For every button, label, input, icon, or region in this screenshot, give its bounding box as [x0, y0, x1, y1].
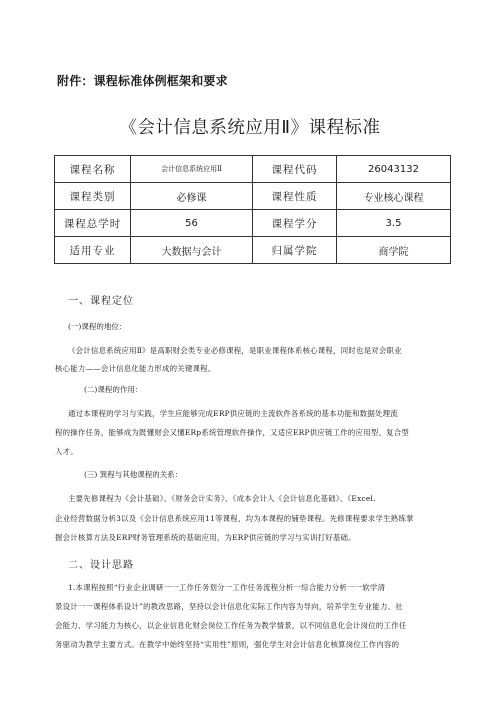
table-row [55, 183, 451, 210]
table-cell: 必修课 [131, 183, 253, 210]
table-cell: 26043132 [337, 156, 451, 183]
subsection-heading: (二)课程的作用： [84, 385, 143, 394]
course-info-table [54, 155, 451, 264]
table-cell: 3.5 [337, 210, 451, 237]
paragraph-line: 企业经营数据分析3以及《会计信息系统应用11等课程，均为本课程的铺垫课程。先修课程要求学生熟练掌 [55, 514, 414, 523]
table-cell: 归属学院 [253, 237, 337, 264]
paragraph-line: 人才。 [55, 447, 78, 456]
table-cell: 课程名称 [55, 156, 131, 183]
table-cell: 课程性质 [253, 183, 337, 210]
table-cell: 商学院 [337, 237, 451, 264]
table-cell: 课程代码 [253, 156, 337, 183]
table-cell: 专业核心课程 [337, 183, 451, 210]
table-row [55, 237, 451, 264]
attachment-heading: 附件：课程标准体例框架和要求 [57, 74, 228, 88]
paragraph-line: 《会计信息系统应用Ⅱ》是高职财会类专业必修课程，是职业课程体系核心课程，同时也是对会职业 [68, 346, 402, 355]
paragraph-line: 握会计核算方法及ERP财务管理系统的基础应用，为ERP供应链的学习与实训打好基础。 [55, 533, 356, 542]
paragraph-line: 程的操作任务，能够成为既懂财会又懂ERp系统管理软件操作，又适应ERP供应链工作的应用型、复合型 [55, 428, 410, 437]
subsection-heading: (三) 巽程与其他课程的关系： [84, 470, 183, 479]
table-cell: 会计信息系统应用Ⅱ [131, 156, 253, 183]
table-cell: 课程学分 [253, 210, 337, 237]
section-heading: 一、课程定位 [68, 296, 134, 307]
table-row [55, 156, 451, 183]
paragraph-line: 核心能力——会计信息化能力形成的关键课程。 [55, 364, 216, 373]
table-cell: 课程总学时 [55, 210, 131, 237]
paragraph-line: 通过本课程的学习与实践，学生应能够完成ERP供应链的主流软件各系统的基本功能和数据处理流 [68, 409, 398, 418]
table-cell: 适用专业 [55, 237, 131, 264]
paragraph-line: 会能力、学习能力为核心，以企业信息化财会岗位工作任务为教学情景，以不同信息化会计岗位的工作任 [55, 621, 407, 630]
paragraph-line: 务驱动为教学主要方式。在教学中始终坚持“实用性”原则，强化学生对会计信息化核算岗位工作内容的 [55, 640, 400, 649]
paragraph-line: 主要先修课程为《会计基础》、《财务会计实务》、《成本会计人《会计信息化基础》、《Excel. [68, 494, 376, 503]
subsection-heading: (一)课程的地位： [68, 322, 127, 331]
table-row [55, 210, 451, 237]
table-cell: 56 [131, 210, 253, 237]
section-heading: 二、设计思路 [68, 560, 134, 571]
table-cell: 大数据与会计 [131, 237, 253, 264]
table-cell: 课程类别 [55, 183, 131, 210]
paragraph-line: 景设计一一课程体系设计”的教改思路，坚持以会计信息化实际工作内容为导向，培养学生专业能力、社 [55, 602, 403, 611]
paragraph-line: 1.本课程按照“行业企业调研一一工作任务划分一工作任务流程分析一综合能力分析一一软学清 [68, 583, 386, 592]
document-title: 《会计信息系统应用Ⅱ》课程标准 [119, 118, 381, 138]
